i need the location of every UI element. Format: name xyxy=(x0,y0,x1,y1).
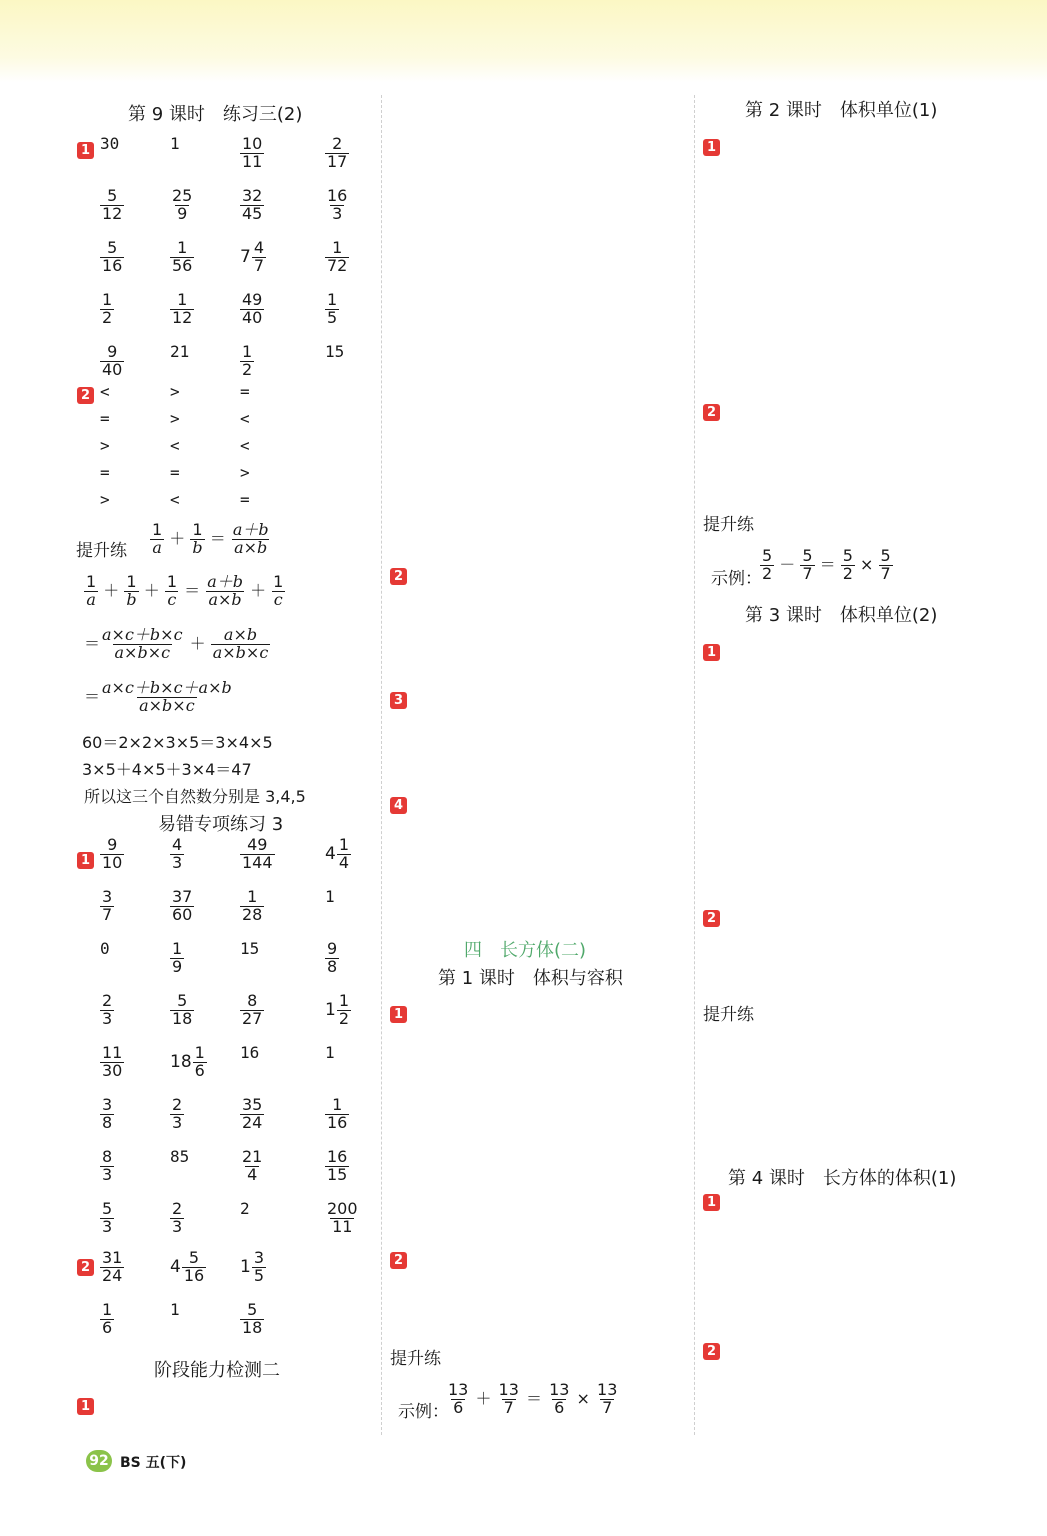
answer-cell: 2 xyxy=(240,1199,250,1218)
section-title: 第 3 课时 体积单位(2) xyxy=(745,605,938,626)
answer-cell: $\frac{5}{12}$ xyxy=(102,186,123,223)
answer-cell: $\frac{8}{3}$ xyxy=(102,1147,113,1184)
tisheng-label: 提升练 xyxy=(390,1349,441,1369)
answer-cell: > xyxy=(170,382,180,401)
answer-cell: = xyxy=(100,409,110,428)
proof-line: $\frac{1}{a}$ ＋ $\frac{1}{b}$ ＝ $\frac{a+b}{a\times b}$ xyxy=(152,520,269,557)
answer-cell: $\frac{5}{18}$ xyxy=(172,991,193,1028)
question-badge: 2 xyxy=(703,1343,720,1360)
answer-cell: $\frac{1}{56}$ xyxy=(172,238,193,275)
answer-cell: $\frac{9}{8}$ xyxy=(327,939,338,976)
answer-cell: 1 1 2 xyxy=(325,991,350,1028)
question-badge: 2 xyxy=(390,1252,407,1269)
answer-cell: 85 xyxy=(170,1147,190,1166)
answer-cell: 1 xyxy=(325,887,335,906)
column-divider xyxy=(694,95,695,1435)
answer-cell: $\frac{1}{12}$ xyxy=(172,290,193,327)
proof-line: ＝ $\frac{a\times c+b\times c+a\times b}{a\times b\times c}$ xyxy=(84,678,232,715)
answer-cell: $\frac{1}{5}$ xyxy=(327,290,338,327)
answer-cell: $\frac{5}{3}$ xyxy=(102,1199,113,1236)
answer-cell: $\frac{49}{144}$ xyxy=(242,835,273,872)
example-label: 示例： xyxy=(711,569,762,589)
top-banner xyxy=(0,0,1047,82)
example-equation: $\frac{13}{6}$ ＋ $\frac{13}{7}$ ＝ $\frac{13}{6}$ × $\frac{13}{7}$ xyxy=(448,1380,618,1417)
answer-cell: $\frac{10}{11}$ xyxy=(242,134,263,171)
answer-cell: > xyxy=(240,463,250,482)
tisheng-label: 提升练 xyxy=(703,515,754,535)
question-badge: 2 xyxy=(703,910,720,927)
answer-cell: $\frac{2}{3}$ xyxy=(102,991,113,1028)
answer-cell: 18 1 6 xyxy=(170,1043,205,1080)
question-badge: 1 xyxy=(703,139,720,156)
answer-cell: < xyxy=(240,409,250,428)
answer-cell: $\frac{1}{16}$ xyxy=(327,1095,348,1132)
proof-line: ＝ $\frac{a\times c+b\times c}{a\times b\times c}$ ＋ $\frac{a\times b}{a\times b\times c}$ xyxy=(84,625,269,662)
answer-cell: $\frac{5}{18}$ xyxy=(242,1300,263,1337)
answer-cell: $\frac{1}{9}$ xyxy=(172,939,183,976)
unit-title: 四 长方体(二) xyxy=(464,940,587,961)
question-badge: 1 xyxy=(77,852,94,869)
answer-cell: 4 1 4 xyxy=(325,835,350,872)
section-title: 第 2 课时 体积单位(1) xyxy=(745,100,938,121)
answer-cell: $\frac{32}{45}$ xyxy=(242,186,263,223)
question-badge: 3 xyxy=(390,692,407,709)
answer-cell: = xyxy=(240,382,250,401)
answer-cell: 1 xyxy=(170,1300,180,1319)
answer-cell: = xyxy=(170,463,180,482)
proof-line: $\frac{1}{a}$ ＋ $\frac{1}{b}$ ＋ $\frac{1}{c}$ ＝ $\frac{a+b}{a\times b}$ ＋ $\frac{1}{c}$ xyxy=(86,572,284,609)
answer-cell: 30 xyxy=(100,134,120,153)
answer-cell: $\frac{3}{8}$ xyxy=(102,1095,113,1132)
tisheng-label: 提升练 xyxy=(76,541,127,561)
question-badge: 4 xyxy=(390,797,407,814)
answer-cell: $\frac{9}{10}$ xyxy=(102,835,123,872)
answer-cell: $\frac{1}{2}$ xyxy=(242,342,253,379)
answer-cell: 1 xyxy=(170,134,180,153)
question-badge: 1 xyxy=(703,644,720,661)
question-badge: 2 xyxy=(390,568,407,585)
proof-line: 3×5＋4×5＋3×4＝47 xyxy=(82,760,252,779)
answer-cell: $\frac{1}{6}$ xyxy=(102,1300,113,1337)
answer-cell: < xyxy=(100,382,110,401)
answer-cell: 7 4 7 xyxy=(240,238,265,275)
answer-cell: $\frac{35}{24}$ xyxy=(242,1095,263,1132)
answer-cell: $\frac{2}{3}$ xyxy=(172,1199,183,1236)
question-badge: 1 xyxy=(703,1194,720,1211)
answer-cell: 15 xyxy=(240,939,260,958)
question-badge: 1 xyxy=(77,1398,94,1415)
answer-cell: $\frac{8}{27}$ xyxy=(242,991,263,1028)
answer-cell: > xyxy=(100,436,110,455)
answer-cell: > xyxy=(100,490,110,509)
section-title: 易错专项练习 3 xyxy=(158,814,284,835)
answer-cell: < xyxy=(170,490,180,509)
answer-cell: $\frac{1}{2}$ xyxy=(102,290,113,327)
answer-cell: = xyxy=(100,463,110,482)
edition-label: BS 五(下) xyxy=(120,1455,187,1471)
answer-cell: 15 xyxy=(325,342,345,361)
section-title: 第 4 课时 长方体的体积(1) xyxy=(728,1168,957,1189)
column-divider xyxy=(381,95,382,1435)
answer-cell: < xyxy=(170,436,180,455)
answer-cell: $\frac{3}{7}$ xyxy=(102,887,113,924)
answer-cell: 16 xyxy=(240,1043,260,1062)
answer-cell: $\frac{5}{16}$ xyxy=(102,238,123,275)
answer-cell: $\frac{1}{28}$ xyxy=(242,887,263,924)
answer-cell: < xyxy=(240,436,250,455)
question-badge: 2 xyxy=(77,387,94,404)
section-title: 第 1 课时 体积与容积 xyxy=(438,968,623,989)
example-label: 示例： xyxy=(398,1402,449,1422)
section-title: 阶段能力检测二 xyxy=(154,1360,280,1381)
answer-cell: = xyxy=(240,490,250,509)
question-badge: 1 xyxy=(390,1006,407,1023)
answer-cell: $\frac{4}{3}$ xyxy=(172,835,183,872)
answer-cell: $\frac{25}{9}$ xyxy=(172,186,193,223)
answer-cell: 1 xyxy=(325,1043,335,1062)
answer-cell: $\frac{16}{3}$ xyxy=(327,186,348,223)
answer-cell: $\frac{16}{15}$ xyxy=(327,1147,348,1184)
question-badge: 2 xyxy=(703,404,720,421)
question-badge: 2 xyxy=(77,1259,94,1276)
answer-cell: $\frac{2}{3}$ xyxy=(172,1095,183,1132)
answer-cell: $\frac{31}{24}$ xyxy=(102,1248,123,1285)
answer-cell: $\frac{9}{40}$ xyxy=(102,342,123,379)
answer-cell: 21 xyxy=(170,342,190,361)
proof-line: 60＝2×2×3×5＝3×4×5 xyxy=(82,733,273,752)
example-equation: $\frac{5}{2}$ － $\frac{5}{7}$ ＝ $\frac{5}{2}$ × $\frac{5}{7}$ xyxy=(762,546,891,583)
page-number: 92 xyxy=(86,1450,112,1472)
answer-cell: $\frac{49}{40}$ xyxy=(242,290,263,327)
answer-cell: 0 xyxy=(100,939,110,958)
answer-cell: $\frac{21}{4}$ xyxy=(242,1147,263,1184)
answer-cell: $\frac{11}{30}$ xyxy=(102,1043,123,1080)
answer-cell: $\frac{37}{60}$ xyxy=(172,887,193,924)
answer-cell: > xyxy=(170,409,180,428)
answer-cell: $\frac{1}{72}$ xyxy=(327,238,348,275)
section-title: 第 9 课时 练习三(2) xyxy=(128,104,303,125)
question-badge: 1 xyxy=(77,142,94,159)
answer-cell: 4 5 16 xyxy=(170,1248,205,1285)
tisheng-label: 提升练 xyxy=(703,1005,754,1025)
proof-line: 所以这三个自然数分别是 3,4,5 xyxy=(84,787,306,806)
answer-cell: 1 3 5 xyxy=(240,1248,265,1285)
answer-cell: $\frac{200}{11}$ xyxy=(327,1199,358,1236)
answer-cell: $\frac{2}{17}$ xyxy=(327,134,348,171)
